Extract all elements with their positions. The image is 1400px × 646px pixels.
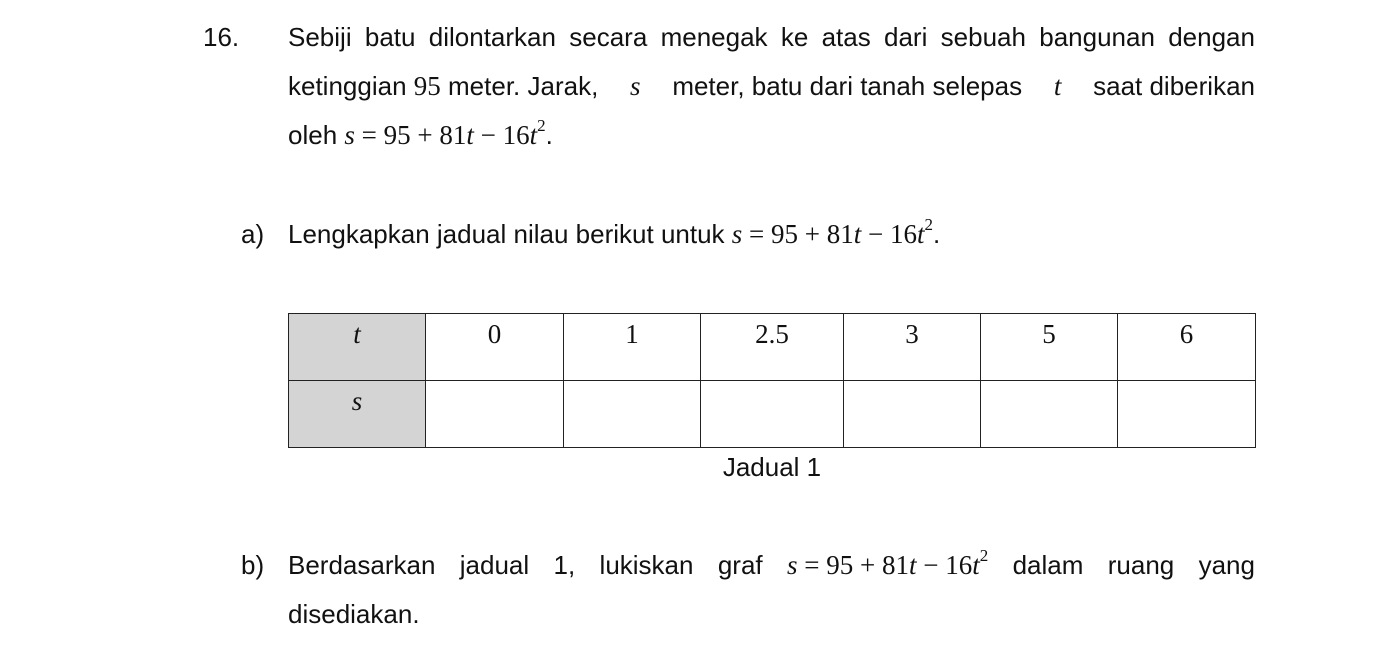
table-cell-blank[interactable] [426,381,564,448]
question-line-2 [288,69,1255,103]
values-table [288,313,1256,448]
equation [344,116,546,150]
word: dilontarkan [428,22,556,52]
table-cell: 5 [981,314,1118,381]
eq-mid: − 16 [916,550,973,580]
part-a-label: a) [241,219,265,249]
height-value: 95 [413,71,441,101]
table-cell: 6 [1118,314,1256,381]
eq-exponent: 2 [924,215,934,234]
word: dengan [1168,22,1255,52]
text: meter. Jarak, [448,71,599,101]
equation [787,548,988,582]
eq-lhs: s [344,120,355,150]
table-cell: 3 [844,314,981,381]
word: lukiskan [599,550,694,580]
word: menegak [660,22,768,52]
line2-segment-a [288,69,598,103]
eq-rel: = 95 + 81 [354,120,467,150]
word: ruang [1107,550,1175,580]
word: sebuah [940,22,1026,52]
part-b-label: b) [241,550,265,580]
word: Berdasarkan [288,550,436,580]
eq-lhs: s [731,219,743,249]
eq-rel: = 95 + 81 [797,550,909,580]
table-cell: 1 [564,314,701,381]
text: Lengkapkan jadual nilau berikut untuk [288,219,725,249]
eq-exponent: 2 [979,546,989,565]
question-line-3 [288,118,1255,152]
word: Sebiji [288,22,352,52]
eq-t: t [972,550,980,580]
text: . [545,120,553,150]
eq-t: t [917,219,925,249]
table-cell: 0 [426,314,564,381]
word: dari [884,22,928,52]
table-header-t: t [289,314,426,381]
word: bangunan [1039,22,1155,52]
question-line-1 [288,20,1255,54]
part-a-text [288,217,1255,251]
eq-t: t [466,120,474,150]
eq-rel: = 95 + 81 [742,219,854,249]
word: graf [717,550,763,580]
part-b-line-1 [288,548,1255,582]
question-number: 16. [203,22,240,52]
table-cell-blank[interactable] [701,381,844,448]
eq-t: t [853,219,862,249]
variable-t: t [1053,71,1062,101]
text: . [933,219,941,249]
table-cell: 2.5 [701,314,844,381]
word: secara [569,22,648,52]
equation [731,215,934,249]
part-b-line-2: disediakan. [288,599,420,629]
line2-segment-d: saat diberikan [1093,71,1255,101]
eq-mid: − 16 [861,219,918,249]
line2-segment-c: meter, batu dari tanah selepas [672,71,1023,101]
eq-t: t [908,550,917,580]
eq-mid: − 16 [473,120,530,150]
eq-t: t [529,120,538,150]
table-cell-blank[interactable] [981,381,1118,448]
word: batu [364,22,416,52]
table-caption: Jadual 1 [722,452,822,482]
word: 1, [553,550,576,580]
table-row-s [289,381,1256,448]
eq-exponent: 2 [537,116,546,135]
table-cell-blank[interactable] [1118,381,1256,448]
word: yang [1198,550,1255,580]
word: atas [821,22,871,52]
word: jadual [459,550,530,580]
table-row-t [289,314,1256,381]
eq-lhs: s [786,550,798,580]
variable-s: s [630,71,641,101]
text: oleh [288,120,338,150]
table-cell-blank[interactable] [844,381,981,448]
word: ke [780,22,809,52]
table-header-s: s [289,381,426,448]
table-cell-blank[interactable] [564,381,701,448]
text: ketinggian [288,71,407,101]
word: dalam [1012,550,1084,580]
